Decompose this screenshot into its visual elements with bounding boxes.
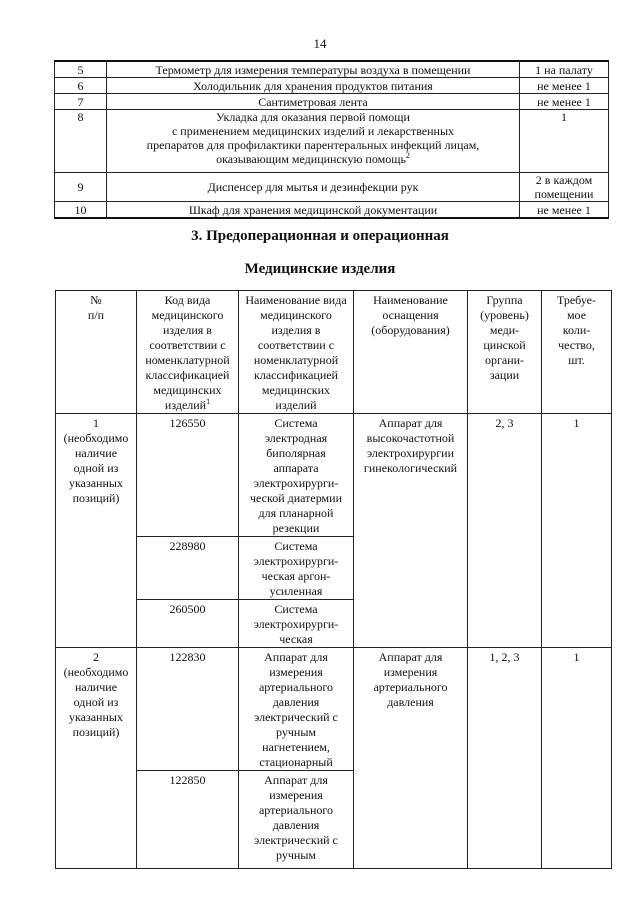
cell-text: № п/п	[87, 293, 105, 322]
cell-text: Система электрохирурги- ческая аргон- усиленная	[253, 539, 339, 598]
table-row	[55, 61, 609, 78]
row-quantity: не менее 1	[520, 94, 609, 110]
row-quantity: не менее 1	[520, 78, 609, 94]
row-number: 8	[55, 110, 107, 173]
organization-group: 2, 3	[468, 414, 542, 648]
section-title: 3. Предоперационная и операционная	[191, 228, 449, 244]
device-code: 122850	[137, 771, 239, 869]
required-quantity: 1	[542, 648, 612, 869]
row-quantity: 2 в каждом помещении	[520, 173, 609, 202]
row-item-name: Шкаф для хранения медицинской документации	[107, 202, 520, 219]
position-number	[56, 648, 137, 869]
header-group	[468, 291, 542, 414]
footnote-2-marker: 2	[405, 151, 410, 160]
row-number: 7	[55, 94, 107, 110]
row-item-name: Термометр для измерения температуры воздуха в помещении	[107, 61, 520, 78]
device-code: 260500	[137, 600, 239, 648]
device-code: 122830	[137, 648, 239, 771]
row-item-name: Сантиметровая лента	[107, 94, 520, 110]
table-row	[56, 648, 612, 771]
table-row	[55, 173, 609, 202]
cell-text: Код вида медицинского изделия в соответствии с номенклатурной классификацией медицинских изделий	[145, 293, 230, 412]
page-number: 14	[313, 36, 327, 51]
device-code: 228980	[137, 537, 239, 600]
cell-text: Аппарат для измерения артериального давления электрический с ручным	[254, 773, 338, 862]
medical-devices-table	[55, 290, 612, 869]
table-row	[55, 78, 609, 94]
row-number: 10	[55, 202, 107, 219]
equipment-name	[354, 648, 468, 869]
device-type-name	[239, 648, 354, 771]
cell-text: 1 (необходимо наличие одной из указанных позиций)	[63, 416, 129, 505]
cell-text: 2 (необходимо наличие одной из указанных позиций)	[63, 650, 129, 739]
row-item-name: Холодильник для хранения продуктов питания	[107, 78, 520, 94]
position-number	[56, 414, 137, 648]
device-type-name	[239, 771, 354, 869]
row-number: 5	[55, 61, 107, 78]
table-row	[56, 414, 612, 537]
header-equipment	[354, 291, 468, 414]
cell-text: Система электродная биполярная аппарата электрохирурги- ческой диатермии для планарной резекции	[250, 416, 342, 535]
device-type-name	[239, 537, 354, 600]
header-num	[56, 291, 137, 414]
cell-text: Наименование оснащения (оборудования)	[371, 293, 450, 337]
table-row	[55, 110, 609, 173]
row-quantity: 1	[520, 110, 609, 173]
organization-group: 1, 2, 3	[468, 648, 542, 869]
cell-text: Группа (уровень) меди- цинской органи- зации	[480, 293, 529, 382]
row-quantity: 1 на палату	[520, 61, 609, 78]
device-code: 126550	[137, 414, 239, 537]
row-number: 6	[55, 78, 107, 94]
row-item-name	[107, 110, 520, 173]
equipment-table-continued	[54, 60, 609, 219]
cell-text: Аппарат для измерения артериального давления электрический с ручным нагнетением, стационарный	[254, 650, 338, 769]
cell-text: Аппарат для измерения артериального давления	[373, 650, 448, 709]
device-type-name	[239, 600, 354, 648]
cell-text: Система электрохирурги- ческая	[253, 602, 339, 646]
row-quantity: не менее 1	[520, 202, 609, 219]
cell-text: Наименование вида медицинского изделия в соответствии с номенклатурной классификацией медицинских изделий	[245, 293, 347, 412]
section-subtitle: Медицинские изделия	[244, 261, 396, 277]
cell-text: Требуе- мое коли- чество, шт.	[556, 293, 596, 367]
required-quantity: 1	[542, 414, 612, 648]
equipment-name	[354, 414, 468, 648]
table-row	[55, 202, 609, 219]
row-number: 9	[55, 173, 107, 202]
device-type-name	[239, 414, 354, 537]
footnote-1-marker: 1	[206, 397, 211, 406]
table-row	[55, 94, 609, 110]
header-row	[56, 291, 612, 414]
header-name	[239, 291, 354, 414]
cell-text: Аппарат для высокочастотной электрохирургии гинекологический	[363, 416, 458, 475]
cell-text: Укладка для оказания первой помощи с применением медицинских изделий и лекарственных препаратов для профилактики парентеральных инфекций лицам, оказывающим медицинскую помощь	[146, 110, 480, 166]
row-item-name: Диспенсер для мытья и дезинфекции рук	[107, 173, 520, 202]
header-code	[137, 291, 239, 414]
header-quantity	[542, 291, 612, 414]
